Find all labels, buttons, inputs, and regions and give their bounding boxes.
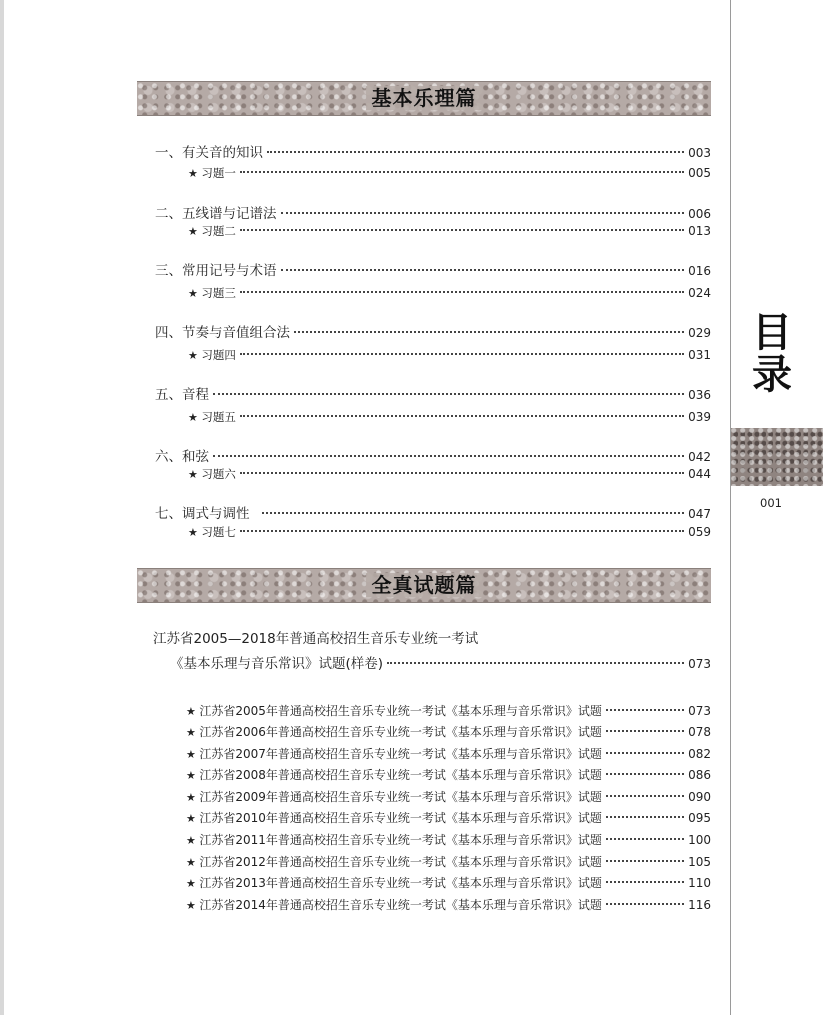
toc-chapter-4[interactable]: [155, 321, 711, 341]
exercise-label: ★ 习题六: [188, 466, 236, 482]
chapter-label: 二、五线谱与记谱法: [155, 206, 277, 222]
exam-label: ★ 江苏省2005年普通高校招生音乐专业统一考试《基本乐理与音乐常识》试题: [186, 702, 602, 719]
exercise-label: ★ 习题七: [188, 524, 236, 540]
exercise-label: ★ 习题四: [188, 347, 236, 363]
leader-dots: [606, 773, 684, 775]
leader-dots: [240, 415, 684, 417]
toc-chapter-6[interactable]: [155, 445, 711, 465]
leader-dots: [240, 353, 684, 355]
exercise-page: 005: [688, 166, 711, 180]
toc-chapter-5[interactable]: [155, 383, 711, 403]
chapter-page: 016: [688, 264, 711, 278]
exam-page: 078: [688, 725, 711, 739]
exam-page: 073: [688, 704, 711, 718]
toc-chapter-1[interactable]: [155, 141, 711, 161]
exam-intro-line1: 江苏省2005—2018年普通高校招生音乐专业统一考试: [153, 631, 479, 647]
toc-exercise-7[interactable]: [188, 524, 711, 540]
chapter-label: 七、调式与调性: [155, 506, 250, 522]
chapter-label: 六、和弦: [155, 449, 209, 465]
exercise-page: 024: [688, 286, 711, 300]
exam-label: ★ 江苏省2009年普通高校招生音乐专业统一考试《基本乐理与音乐常识》试题: [186, 788, 602, 805]
exam-page: 110: [688, 876, 711, 890]
leader-dots: [606, 838, 684, 840]
toc-exercise-1[interactable]: [188, 165, 711, 181]
section-band-exams: [137, 568, 711, 603]
chapter-page: 042: [688, 450, 711, 464]
exam-intro-page: 073: [688, 657, 711, 671]
exam-label: ★ 江苏省2012年普通高校招生音乐专业统一考试《基本乐理与音乐常识》试题: [186, 853, 602, 870]
exam-label: ★ 江苏省2008年普通高校招生音乐专业统一考试《基本乐理与音乐常识》试题: [186, 766, 602, 783]
toc-chapter-3[interactable]: [155, 259, 711, 279]
toc-exam-2014[interactable]: [186, 896, 711, 913]
chapter-label: 一、有关音的知识: [155, 145, 263, 161]
exam-label: ★ 江苏省2007年普通高校招生音乐专业统一考试《基本乐理与音乐常识》试题: [186, 745, 602, 762]
exam-page: 086: [688, 768, 711, 782]
page-left-edge: [0, 0, 4, 1015]
exercise-page: 013: [688, 224, 711, 238]
exam-page: 105: [688, 855, 711, 869]
toc-chapter-2[interactable]: [155, 202, 711, 222]
exam-intro-line2: 《基本乐理与音乐常识》试题(样卷): [170, 656, 384, 672]
leader-dots: [240, 472, 684, 474]
leader-dots: [267, 151, 684, 153]
chapter-label: 五、音程: [155, 387, 209, 403]
leader-dots: [240, 171, 684, 173]
chapter-label: 三、常用记号与术语: [155, 263, 277, 279]
chapter-page: 006: [688, 207, 711, 221]
chapter-page: 029: [688, 326, 711, 340]
toc-exam-2012[interactable]: [186, 853, 711, 870]
section-title-exams: 全真试题篇: [366, 573, 483, 597]
exam-label: ★ 江苏省2013年普通高校招生音乐专业统一考试《基本乐理与音乐常识》试题: [186, 874, 602, 891]
toc-exam-2008[interactable]: [186, 766, 711, 783]
leader-dots: [240, 229, 684, 231]
toc-chapter-7[interactable]: [155, 502, 711, 522]
leader-dots: [606, 730, 684, 732]
toc-exercise-4[interactable]: [188, 347, 711, 363]
exam-label: ★ 江苏省2011年普通高校招生音乐专业统一考试《基本乐理与音乐常识》试题: [186, 831, 602, 848]
exercise-page: 039: [688, 410, 711, 424]
toc-exercise-6[interactable]: [188, 466, 711, 482]
leader-dots: [213, 393, 684, 395]
side-decorative-block: [731, 428, 823, 486]
exercise-page: 044: [688, 467, 711, 481]
side-title: [748, 309, 796, 398]
leader-dots: [606, 881, 684, 883]
leader-dots: [387, 662, 684, 664]
toc-exam-sample[interactable]: [170, 652, 711, 672]
section-band-basic: [137, 81, 711, 116]
exam-page: 100: [688, 833, 711, 847]
leader-dots: [240, 291, 684, 293]
leader-dots: [606, 795, 684, 797]
exam-page: 090: [688, 790, 711, 804]
page-margin-rule: [730, 0, 731, 1015]
exam-page: 095: [688, 811, 711, 825]
exercise-label: ★ 习题三: [188, 285, 236, 301]
leader-dots: [240, 530, 684, 532]
exercise-label: ★ 习题一: [188, 165, 236, 181]
section-title-basic: 基本乐理篇: [366, 86, 483, 110]
leader-dots: [606, 860, 684, 862]
toc-exercise-2[interactable]: [188, 223, 711, 239]
toc-exam-2011[interactable]: [186, 831, 711, 848]
toc-exam-2013[interactable]: [186, 874, 711, 891]
leader-dots: [262, 512, 685, 514]
leader-dots: [213, 455, 684, 457]
chapter-page: 036: [688, 388, 711, 402]
leader-dots: [606, 709, 684, 711]
side-title-char-1: 目: [752, 309, 792, 356]
toc-exercise-3[interactable]: [188, 285, 711, 301]
side-title-char-2: 录: [752, 351, 792, 398]
leader-dots: [606, 752, 684, 754]
chapter-page: 003: [688, 146, 711, 160]
toc-exam-2006[interactable]: [186, 723, 711, 740]
toc-exercise-5[interactable]: [188, 409, 711, 425]
exam-page: 082: [688, 747, 711, 761]
page-number: 001: [760, 496, 782, 510]
exercise-page: 031: [688, 348, 711, 362]
leader-dots: [281, 269, 685, 271]
exercise-label: ★ 习题五: [188, 409, 236, 425]
chapter-label: 四、节奏与音值组合法: [155, 325, 290, 341]
leader-dots: [294, 331, 684, 333]
exercise-page: 059: [688, 525, 711, 539]
toc-exam-2005[interactable]: [186, 702, 711, 719]
leader-dots: [281, 212, 685, 214]
chapter-page: 047: [688, 507, 711, 521]
toc-exam-2009[interactable]: [186, 788, 711, 805]
leader-dots: [606, 903, 684, 905]
leader-dots: [606, 816, 684, 818]
exam-label: ★ 江苏省2006年普通高校招生音乐专业统一考试《基本乐理与音乐常识》试题: [186, 723, 602, 740]
exam-label: ★ 江苏省2010年普通高校招生音乐专业统一考试《基本乐理与音乐常识》试题: [186, 809, 602, 826]
toc-exam-2010[interactable]: [186, 809, 711, 826]
exercise-label: ★ 习题二: [188, 223, 236, 239]
exam-page: 116: [688, 898, 711, 912]
exam-label: ★ 江苏省2014年普通高校招生音乐专业统一考试《基本乐理与音乐常识》试题: [186, 896, 602, 913]
toc-exam-2007[interactable]: [186, 745, 711, 762]
